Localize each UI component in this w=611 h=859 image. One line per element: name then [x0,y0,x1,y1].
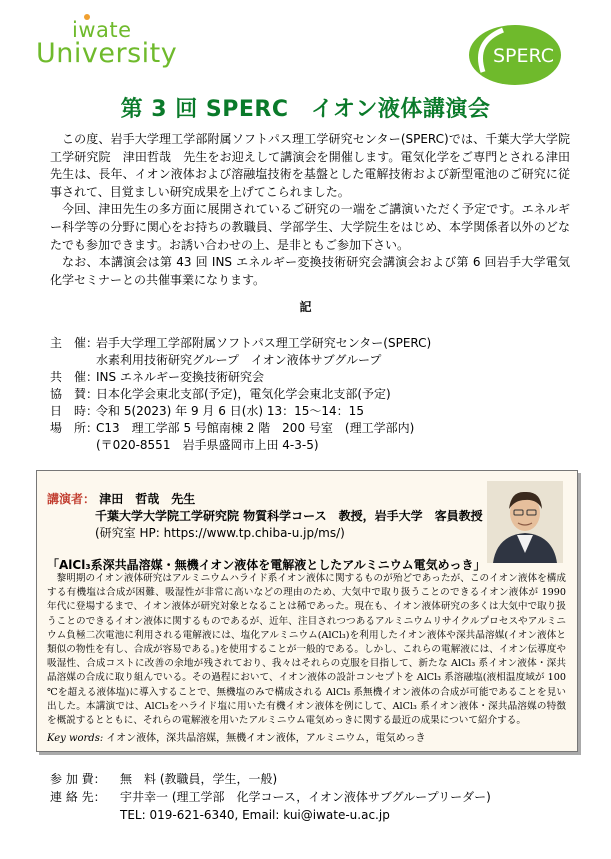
support-value: 日本化学会東北支部(予定)，電気化学会東北支部(予定) [96,387,391,401]
address-row [50,437,580,454]
lab-website: (研究室 HP: https://www.tp.chiba-u.jp/ms/) [95,526,345,540]
place-label: 場 所： [50,421,99,435]
sperc-logo [463,22,563,88]
talk-title: 「AlCl₃系深共晶溶媒・無機イオン液体を電解液としたアルミニウム電気めっき」 [47,558,486,572]
fee-label: 参 加 費： [50,772,106,786]
cohost-value: INS エネルギー変換技術研究会 [96,370,264,384]
abstract [47,572,566,728]
fee-value: 無 料 (教職員，学生，一般) [120,772,278,786]
fee-row [50,770,590,788]
cohost-row [50,369,580,386]
contact-label: 連 絡 先： [50,790,106,804]
ki-heading: 記 [299,300,312,314]
place-value: C13 理工学部 5 号館南棟 2 階 200 号室 (理工学部内) [96,421,415,435]
intro-paragraph: 今回、津田先生の多方面に展開されているご研究の一端をご講演いただく予定です。エネルギー科学等の分野に関心をお持ちの教職員、学部学生、大学院生をはじめ、本学関係者以外のどなたでも参加できます。お誘い合わせの上、是非ともご参加下さい。 [50,202,570,252]
keywords-value: イオン液体，深共晶溶媒，無機イオン液体，アルミニウム，電気めっき [106,733,426,744]
keywords [47,729,426,744]
intro-text [50,131,570,289]
keywords-label: Key words: [47,733,104,744]
contact-value: 宇井幸一 (理工学部 化学コース，イオン液体サブグループリーダー) [120,790,491,804]
contact-detail-row [50,806,590,824]
logo-text-bottom: University [36,38,178,69]
iwate-university-logo [36,18,186,74]
page-title: 第 3 回 SPERC イオン液体講演会 [120,97,491,122]
host-sub-row [50,352,580,369]
date-label: 日 時： [50,404,99,418]
date-value: 令和 5(2023) 年 9 月 6 日(水) 13：15～14：15 [96,404,364,418]
sperc-logo-text: SPERC [493,45,555,67]
speaker-info [47,491,483,542]
place-row [50,420,580,437]
host-value: 岩手大学理工学部附属ソフトパス理工学研究センター(SPERC) [96,336,432,350]
host-sub-value: 水素利用技術研究グループ イオン液体サブグループ [96,353,382,367]
date-row [50,403,580,420]
contact-detail: TEL: 019-621-6340, Email: kui@iwate-u.ac.jp [120,808,390,822]
lecture-box [36,470,578,752]
fee-contact [50,770,590,824]
sperc-logo-icon [463,22,563,88]
speaker-label: 講演者： [47,492,96,506]
support-label: 協 賛： [50,387,99,401]
speaker-name: 津田 哲哉 先生 [99,492,196,506]
speaker-affiliation: 千葉大学大学院工学研究院 物質科学コース 教授，岩手大学 客員教授 [95,509,483,523]
host-row [50,335,580,352]
cohost-label: 共 催： [50,370,99,384]
address-value: (〒020-8551 岩手県盛岡市上田 4-3-5) [96,438,319,452]
logo-text-top: iwate [72,18,132,42]
speaker-portrait-icon [487,481,563,563]
intro-paragraph: なお、本講演会は第 43 回 INS エネルギー変換技術研究会講演会および第 6 回岩手大学電気化学セミナーとの共催事業になります。 [50,255,570,287]
event-details [50,335,580,454]
intro-paragraph: この度、岩手大学理工学部附属ソフトパス理工学研究センター(SPERC)では、千葉大学大学院工学研究院 津田哲哉 先生をお迎えして講演会を開催します。電気化学をご専門とされる津田先生は、長年、イオン液体および溶融塩技術を基盤とした電解技術および新型電池のご研究に従事されて、目覚ましい研究成果を上げてこられました。 [50,132,570,199]
support-row [50,386,580,403]
speaker-photo [487,481,563,563]
host-label: 主 催： [50,336,99,350]
abstract-paragraph: 黎明期のイオン液体研究はアルミニウムハライド系イオン液体に関するものが殆どであったが、このイオン液体を構成する有機塩は合成が困難、吸湿性が非常に高いなどの理由のため、大気中で取り扱うことのできるイオン液体が 1990 年代に登場するまで、イオン液体が研究対象となることは稀であった。現在も、イオン液体研究の多くは大気中で取り扱うことのできるイオン液体に関するものであるが、近年、注目されつつあるアルミニウムリサイクルプロセスやアルミニウム負極二次電池に利用される電解液には、塩化アルミニウム(AlCl₃)を利用したイオン液体や深共晶溶媒(イオン液体と類似の物性を有し、合成が容易である。)を使用することが一般的である。しかし、これらの電解液には、イオン伝導度や吸湿性、合成コストに改善の余地が残されており、我々はそれらの克服を目指して、新たな AlCl₃ 系イオン液体・深共晶溶媒の合成に取り組んでいる。その過程において、イオン液体の設計コンセプトを AlCl₃ 系溶融塩(液相温度域が 100 ℃を超える液体塩)に導入することで、無機塩のみで構成される AlCl₃ 系無機イオン液体の合成が可能であることを見い出した。本講演では、AlCl₃をハライド塩に用いた有機イオン液体を例にして、AlCl₃ 系イオン液体・深共晶溶媒の特徴を概説するとともに、それらの電解液を用いたアルミニウム電気めっきに関する最近の成果について紹介する。 [47,573,566,727]
contact-row [50,788,590,806]
